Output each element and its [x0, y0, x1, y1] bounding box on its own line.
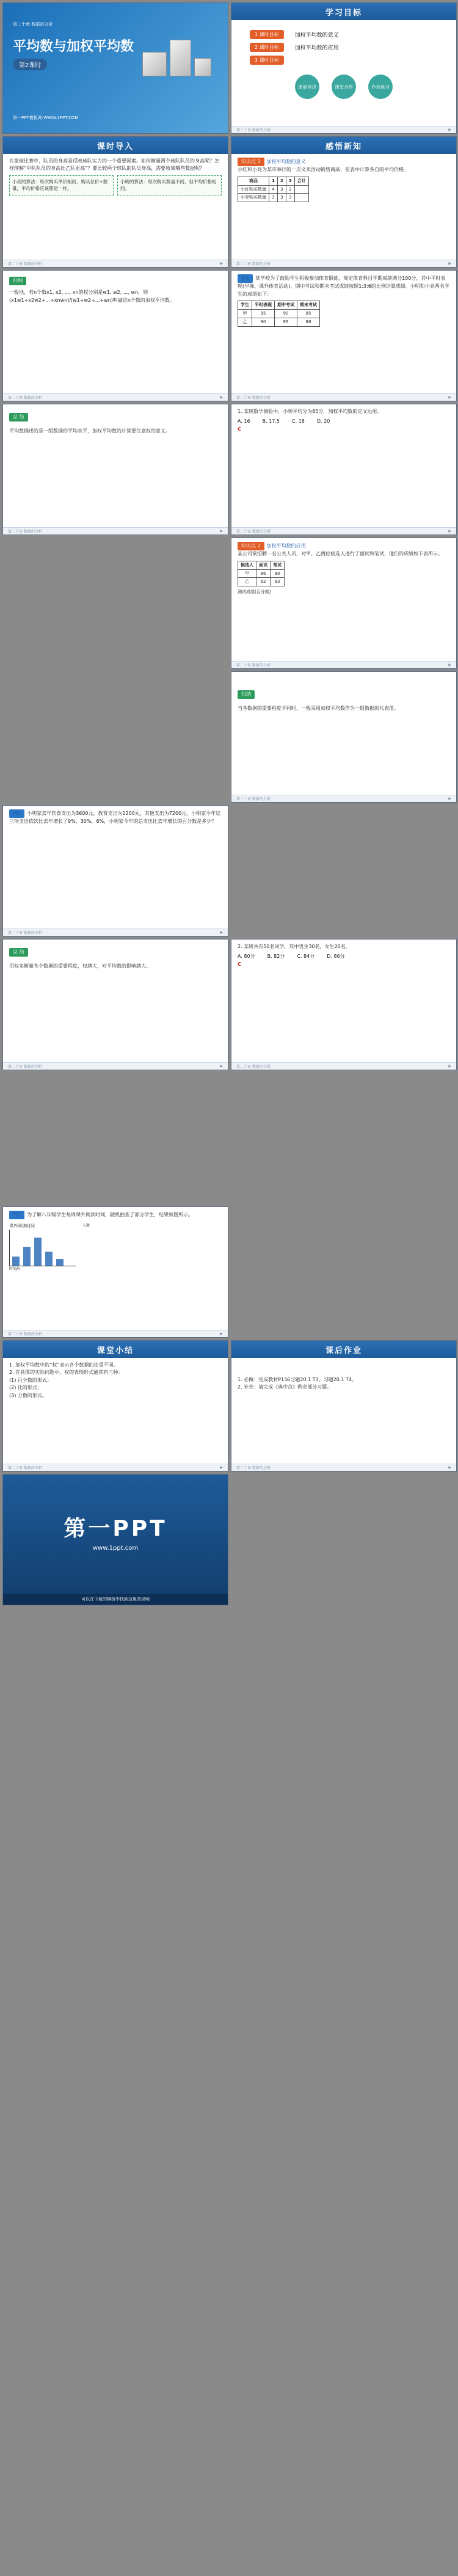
example3-text: 为了解八年级学生每周课外阅读时间，随机抽查了部分学生，结果如图所示。 [27, 1212, 194, 1217]
cover-panel [3, 3, 228, 133]
footer: 第二十章 数据的分析 ▶ [231, 1464, 456, 1471]
knowledge-text: 小红和小亮为某市举行的一次义卖活动销售商品，在表中计算各自的平均价格。 [238, 167, 409, 173]
practice2-options [238, 953, 450, 960]
cover-title: 平均数与加权平均数 [13, 39, 134, 54]
example1-text: 某学校为了鼓励学生积极参加体育锻炼，规定体育科目学期成绩满分100分，其中平时表现(早操、课外体育活动)、期中考试和期末考试成绩按照1:3:6的比例计算成绩。小明和小亮两名学生的成绩如下： [238, 275, 449, 297]
slide-review[interactable] [2, 1340, 228, 1472]
cover-lesson: 第2课时 [13, 59, 47, 70]
knowledge-point-title: 加权平均数的意义 [266, 159, 306, 164]
intro-body [3, 154, 228, 202]
slide-cover[interactable] [2, 2, 228, 134]
candidate-table-caption: 测试成绩(百分制) [238, 589, 271, 595]
slide-intro[interactable] [2, 136, 228, 268]
bar-4 [45, 1252, 53, 1266]
end-url[interactable]: www.1ppt.com [92, 1545, 139, 1552]
slide-example-3[interactable] [2, 1206, 228, 1338]
bar-1 [12, 1257, 20, 1266]
definition-text: 一般地，若n个数x1, x2, ..., xn的权分别是w1, w2, ..., wn，则(x1w1+x2w2+...+xnwn)/(w1+w2+...+wn)叫做这n个数的加权平均数。 [9, 290, 175, 303]
slide-end[interactable] [2, 1474, 228, 1605]
review-item-5: (3) 分数的形式。 [9, 1392, 47, 1398]
footer: 第二十章 数据的分析 ▶ [3, 929, 228, 936]
slide-example-2[interactable] [2, 805, 228, 936]
knowledge2-title: 加权平均数的应用 [266, 543, 306, 549]
slide-summary-2[interactable] [2, 939, 228, 1070]
goals-header: 学习目标 [231, 3, 456, 20]
footer: 第二十章 数据的分析 ▶ [3, 260, 228, 267]
knowledge-body [231, 154, 456, 208]
footer: 第二十章 数据的分析 ▶ [231, 527, 456, 535]
practice1-question: 1. 某班数学测验中，小明平均分为85分，加权平均数的定义运用。 [238, 409, 382, 414]
intro-header: 课时导入 [3, 137, 228, 154]
summary2-tag: 总 结 [9, 948, 28, 957]
intro-paragraph: 在篮球比赛中，队员的身高是反映球队实力的一个重要因素。如何衡量两个球队队员的身高呢？怎样理解“甲队队员的身高比乙队更高”？要比较两个球队的队员身高，需要收集哪些数据呢？ [9, 158, 219, 172]
practice2-body [231, 940, 456, 972]
slide-result[interactable] [231, 671, 457, 803]
footer: 第二十章 数据的分析 ▶ [3, 1330, 228, 1337]
goal-row-2 [250, 43, 456, 52]
knowledge-header: 感悟新知 [231, 137, 456, 154]
review-item-1: 1. 加权平均数中的“权”表示各个数据的比重不同。 [9, 1362, 118, 1368]
option-b[interactable]: B. 17.5 [262, 418, 280, 425]
knowledge2-text: 某公司欲招聘一名公关人员，对甲、乙两位候选人进行了面试和笔试，他们的成绩如下表所示。 [238, 551, 443, 557]
option-c[interactable]: C. 18 [292, 418, 305, 425]
slide-definition[interactable] [2, 270, 228, 401]
review-item-3: (1) 百分数的形式； [9, 1377, 52, 1383]
summary-text: 平均数描述的是一组数据的平均水平，加权平均数的计算要注意权的意义。 [9, 428, 170, 434]
footer: 第二十章 数据的分析 ▶ [231, 1062, 456, 1070]
cover-top-text: 第二十章 数据的分析 [13, 22, 53, 27]
end-brand: 第一PPT [64, 1516, 167, 1541]
definition-body [3, 271, 228, 308]
slide-knowledge-2[interactable] [231, 538, 457, 669]
homework-body [231, 1358, 456, 1395]
table-row: 小亮购买数量 3 3 3 [238, 194, 309, 202]
definition-tag: 归纳 [9, 277, 26, 285]
goal-tag-3: 3 课时目标 [250, 56, 284, 65]
step-circle-2: 课堂合作 [332, 75, 356, 99]
option-a[interactable]: A. 80分 [238, 954, 255, 960]
cube-3 [194, 58, 211, 76]
review-item-4: (2) 比的形式； [9, 1385, 42, 1391]
footer: 第二十章 数据的分析 ▶ [231, 126, 456, 133]
chart-title: 课外阅读时间 [9, 1224, 35, 1229]
goal-text-1: 加权平均数的意义 [294, 32, 339, 38]
slide-practice-1[interactable] [231, 404, 457, 535]
table-row: 乙 90 95 88 [238, 318, 320, 326]
footer: 第二十章 数据的分析 ▶ [3, 1464, 228, 1471]
practice2-question: 2. 某班共有50名同学，其中男生30名，女生20名。 [238, 944, 351, 949]
cubes-graphic [136, 27, 216, 101]
goal-tag-1: 1 课时目标 [250, 30, 284, 39]
bar-5 [56, 1259, 64, 1266]
example1-label: 例1 [238, 274, 253, 283]
homework-item-1: 1. 必做：完成教材P136习题20.1 T3，习题20.1 T4。 [238, 1377, 357, 1382]
summary2-text: 用权来衡量各个数据的重要程度，权越大，对平均数的影响越大。 [9, 963, 151, 969]
slide-practice-2[interactable] [231, 939, 457, 1070]
footer: 第二十章 数据的分析 ▶ [231, 661, 456, 668]
end-bar: 可以在下载的模板中找到这里的说明 [3, 1594, 228, 1605]
example2-text: 小明家去年饮食支出为3600元，教育支出为1200元，其他支出为7200元。小明家今年这三项支出依次比去年增长了9%，30%，6%，小明家今年的总支出比去年增长的百分数是多少？ [9, 811, 221, 825]
step-circle-3: 作业练习 [368, 75, 393, 99]
example2-body [3, 806, 228, 830]
summary-body [3, 404, 228, 439]
example3-body [3, 1207, 228, 1276]
score-table: 学生 平时表现 期中考试 期末考试 甲 95 90 85 乙 90 95 88 [238, 301, 320, 327]
intro-box-1: 小亮的算法：每次购买单价相同，购买总价÷数量，平均价格应该都是一样。 [9, 175, 114, 195]
practice1-options [238, 418, 450, 425]
knowledge-point-tag: 知识点 1 [238, 158, 264, 166]
summary2-body [3, 940, 228, 974]
option-b[interactable]: B. 82分 [267, 954, 285, 960]
bar-chart [9, 1230, 76, 1266]
footer: 第二十章 数据的分析 ▶ [231, 393, 456, 401]
slide-knowledge-1[interactable] [231, 136, 457, 268]
option-d[interactable]: D. 86分 [327, 954, 345, 960]
option-c[interactable]: C. 84分 [297, 954, 315, 960]
result-tag: 归纳 [238, 690, 255, 699]
price-table: 商品 1 2 3 合计 小红购买数量 4 3 2 小亮购买数量 3 3 3 [238, 177, 309, 203]
slide-homework[interactable] [231, 1340, 457, 1472]
table-row: 乙 92 83 [238, 578, 285, 586]
practice2-answer: C [238, 961, 241, 967]
example2-label: 例2 [9, 809, 24, 818]
bar-3 [34, 1238, 42, 1266]
option-a[interactable]: A. 16 [238, 418, 250, 425]
step-circles [231, 75, 456, 99]
cube-2 [170, 40, 191, 76]
footer: 第二十章 数据的分析 ▶ [231, 260, 456, 267]
bar-2 [23, 1247, 31, 1266]
practice1-body [231, 404, 456, 437]
table-row: 甲 86 90 [238, 569, 285, 578]
review-header: 课堂小结 [3, 1341, 228, 1358]
candidate-table: 候选人 面试 笔试 甲 86 90 乙 92 83 [238, 561, 285, 587]
review-item-2: 2. 在具体的实际问题中，权的表现形式通常有三种： [9, 1370, 123, 1376]
goal-row-3 [250, 56, 456, 65]
result-text: 当各数据的重要程度不同时，一般采用加权平均数作为一组数据的代表值。 [238, 706, 399, 712]
result-body [231, 672, 456, 717]
cover-footer: 第一PPT模板网-WWW.1PPT.COM [13, 115, 79, 120]
summary-tag: 总 结 [9, 413, 28, 421]
example1-body [231, 271, 456, 333]
footer: 第二十章 数据的分析 ▶ [3, 527, 228, 535]
chart-xlabel: 时间/h [9, 1267, 20, 1272]
footer: 第二十章 数据的分析 ▶ [231, 795, 456, 802]
cube-1 [142, 52, 167, 76]
goal-row-1 [250, 30, 456, 39]
homework-item-2: 2. 补充：请完成《典中点》剩余部分习题。 [238, 1384, 332, 1390]
slide-goals[interactable] [231, 2, 457, 134]
table-row: 小红购买数量 4 3 2 [238, 185, 309, 194]
slide-summary[interactable] [2, 404, 228, 535]
example3-label: 例3 [9, 1211, 24, 1219]
homework-header: 课后作业 [231, 1341, 456, 1358]
table-row: 甲 95 90 85 [238, 310, 320, 318]
chart-ylabel: 人数 [82, 1224, 90, 1228]
footer: 第二十章 数据的分析 ▶ [3, 393, 228, 401]
goal-tag-2: 2 课时目标 [250, 43, 284, 52]
practice1-answer: C [238, 426, 241, 432]
option-d[interactable]: D. 20 [316, 418, 330, 425]
review-body [3, 1358, 228, 1403]
goal-text-2: 加权平均数的应用 [294, 45, 339, 51]
footer: 第二十章 数据的分析 ▶ [3, 1062, 228, 1070]
knowledge2-tag: 知识点 2 [238, 542, 264, 550]
intro-box-2: 小明的算法：每次购买数量不同，但平均价格相同。 [117, 175, 222, 195]
knowledge2-body [231, 538, 456, 599]
slide-example-1[interactable] [231, 270, 457, 401]
step-circle-1: 课前导讲 [295, 75, 319, 99]
